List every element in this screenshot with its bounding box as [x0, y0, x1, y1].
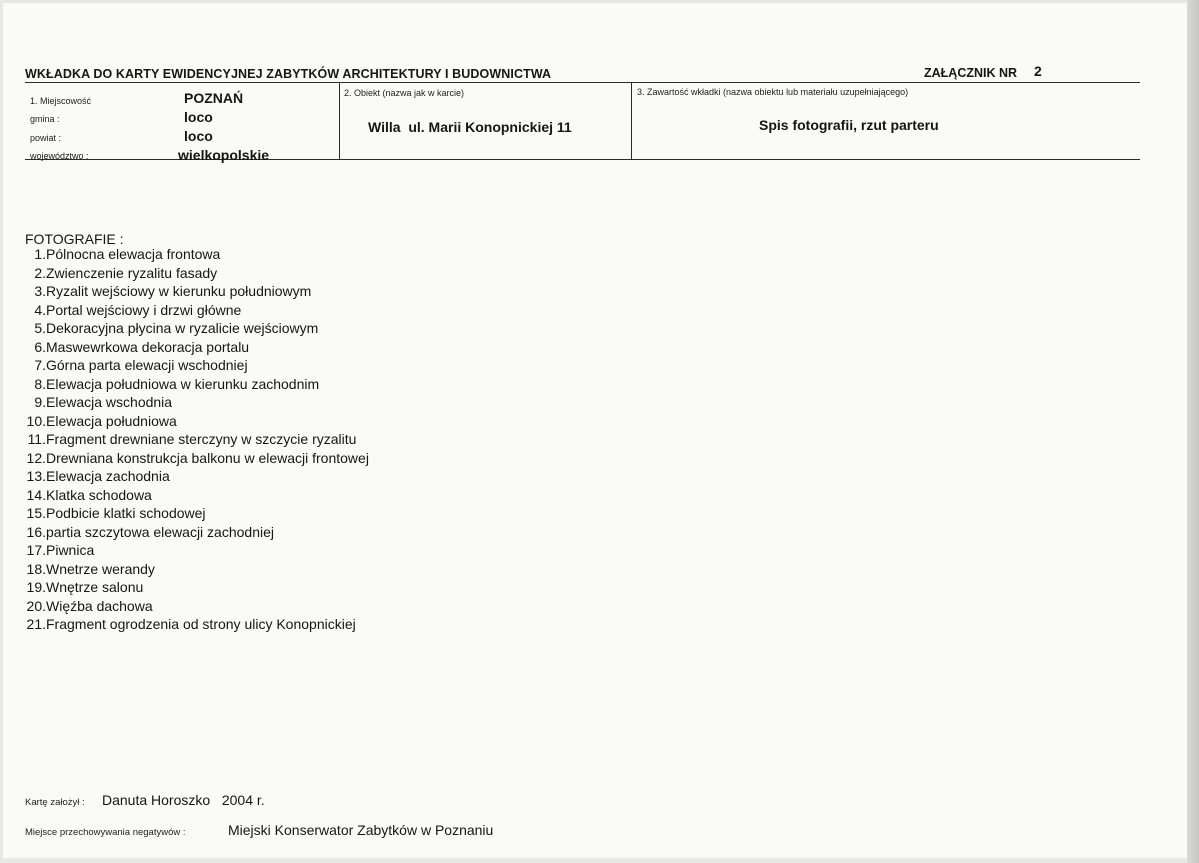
photo-number: 19. — [26, 579, 46, 595]
object-label: 2. Obiekt (nazwa jak w karcie) — [344, 88, 465, 98]
photo-caption: Elewacja zachodnia — [46, 468, 170, 484]
photo-caption: Elewacja południowa w kierunku zachodnim — [46, 375, 320, 392]
photo-number: 16. — [26, 523, 46, 540]
object-value: Willa ul. Marii Konopnickiej 11 — [368, 119, 572, 135]
photo-list-item — [24, 375, 369, 394]
photos-heading: FOTOGRAFIE : — [25, 231, 124, 247]
photo-caption: Pólnocna elewacja frontowa — [46, 246, 221, 262]
photo-list-item — [24, 523, 369, 542]
photo-list-item — [24, 449, 369, 468]
photo-caption: Zwienczenie ryzalitu fasady — [46, 264, 218, 281]
photo-number: 10. — [26, 412, 46, 429]
annex-label: ZAŁĄCZNIK NR — [924, 66, 1018, 80]
photo-caption: Wnetrze werandy — [46, 560, 155, 577]
photo-caption: Drewniana konstrukcja balkonu w elewacji frontowej — [46, 449, 369, 466]
photo-list-item — [24, 615, 369, 634]
photo-list-item — [24, 430, 369, 449]
photo-caption: Piwnica — [46, 542, 95, 558]
photo-list-item — [24, 597, 369, 616]
photo-list-item — [24, 338, 369, 357]
miejscowosc-value: POZNAŃ — [184, 90, 244, 106]
photo-list-item — [24, 282, 369, 301]
contents-label: 3. Zawartość wkładki (nazwa obiektu lub materiału uzupełniającego) — [637, 87, 909, 97]
photo-caption: Podbicie klatki schodowej — [46, 505, 206, 521]
photo-list-item — [24, 560, 369, 579]
photo-number: 18. — [26, 560, 46, 577]
gmina-value: loco — [184, 109, 213, 125]
photo-caption: Elewacja południowa — [46, 412, 177, 429]
photo-number: 9. — [34, 394, 46, 410]
photo-number: 2. — [34, 264, 46, 281]
gmina-label: gmina : — [30, 114, 60, 124]
column-divider-2 — [631, 83, 632, 159]
photo-caption: Portal wejściowy i drzwi główne — [46, 301, 242, 318]
header-rule-top — [25, 82, 1140, 83]
photo-number: 8. — [34, 375, 46, 392]
photo-number: 13. — [26, 468, 46, 484]
photo-caption: Klatka schodowa — [46, 486, 152, 503]
photo-caption: Więźba dachowa — [46, 597, 153, 614]
wojewodztwo-value: wielkopolskie — [178, 147, 270, 163]
photo-caption: Maswewrkowa dekoracja portalu — [46, 338, 250, 355]
author-value: Danuta Horoszko 2004 r. — [102, 792, 265, 808]
photo-caption: Fragment ogrodzenia od strony ulicy Konopnickiej — [46, 616, 356, 632]
photo-list-item — [24, 578, 369, 597]
photo-list-item — [24, 467, 369, 486]
photo-number: 7. — [34, 357, 46, 373]
photo-caption: Ryzalit wejściowy w kierunku południowym — [46, 283, 312, 299]
photo-number: 4. — [34, 301, 46, 318]
photo-number: 5. — [34, 320, 46, 336]
photo-number: 1. — [34, 246, 46, 262]
photo-list-item — [24, 319, 369, 338]
photo-list-item — [24, 245, 369, 264]
photo-caption: Fragment drewniane sterczyny w szczycie ryzalitu — [46, 431, 357, 447]
photo-number: 12. — [26, 449, 46, 466]
scan-edge — [1187, 0, 1199, 863]
powiat-label: powiat : — [30, 133, 62, 143]
photo-number: 11. — [27, 431, 46, 447]
photo-caption: Dekoracyjna płycina w ryzalicie wejściowym — [46, 320, 319, 336]
powiat-value: loco — [184, 128, 213, 144]
column-divider-1 — [339, 83, 340, 159]
photo-number: 14. — [26, 486, 46, 503]
photo-caption: Górna parta elewacji wschodniej — [46, 357, 248, 373]
form-title: WKŁADKA DO KARTY EWIDENCYJNEJ ZABYTKÓW ARCHITEKTURY I BUDOWNICTWA — [25, 67, 552, 81]
photo-list-item — [24, 264, 369, 283]
author-label: Kartę założył : — [25, 797, 85, 808]
photo-caption: Wnętrze salonu — [46, 579, 144, 595]
photo-caption: Elewacja wschodnia — [46, 394, 173, 410]
photo-list-item — [24, 356, 369, 375]
miejscowosc-label: 1. Miejscowość — [30, 96, 92, 106]
photo-number: 21. — [26, 616, 46, 632]
photo-number: 17. — [26, 542, 46, 558]
photo-number: 15. — [26, 505, 46, 521]
contents-value: Spis fotografii, rzut parteru — [759, 117, 939, 133]
photo-caption: partia szczytowa elewacji zachodniej — [46, 523, 274, 540]
photo-list-item — [24, 393, 369, 412]
photo-number: 6. — [34, 338, 46, 355]
photo-list-item — [24, 412, 369, 431]
photo-number: 3. — [34, 283, 46, 299]
photo-list-item — [24, 486, 369, 505]
annex-number: 2 — [1034, 63, 1042, 79]
photo-list-item — [24, 504, 369, 523]
storage-value: Miejski Konserwator Zabytków w Poznaniu — [228, 822, 494, 838]
photo-list-item — [24, 541, 369, 560]
photo-number: 20. — [26, 597, 46, 614]
photo-list — [24, 245, 369, 634]
photo-list-item — [24, 301, 369, 320]
storage-label: Miejsce przechowywania negatywów : — [25, 827, 186, 838]
wojewodztwo-label: województwo : — [30, 151, 89, 161]
